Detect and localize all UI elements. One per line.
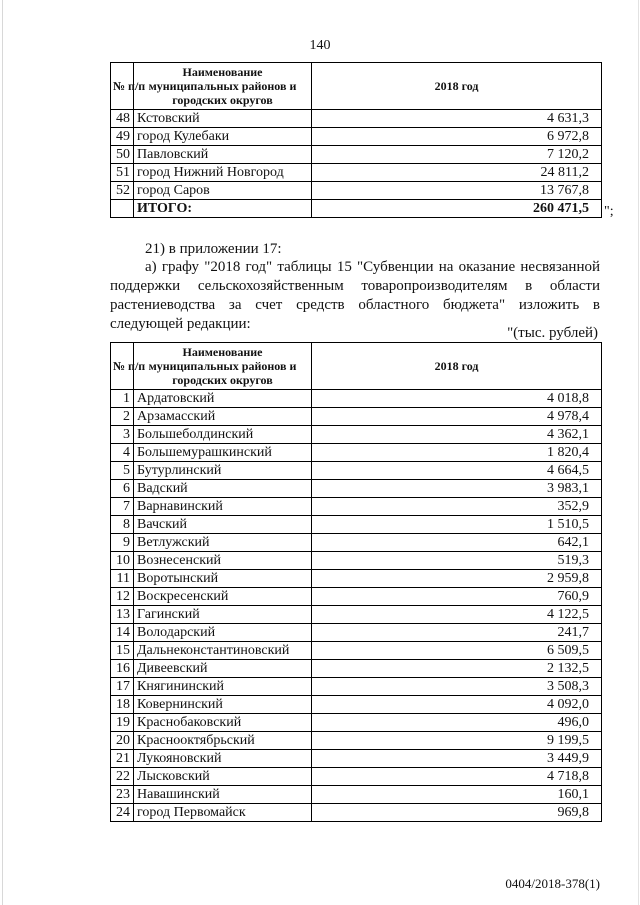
table-row (111, 534, 602, 552)
row-value: 4 664,5 (312, 462, 602, 480)
table-header-row (111, 343, 602, 390)
table-row (111, 110, 602, 128)
row-number: 50 (111, 146, 134, 164)
row-name: Воскресенский (134, 588, 312, 606)
row-name: Ардатовский (134, 390, 312, 408)
row-value: 519,3 (312, 552, 602, 570)
header-name: Наименование муниципальных районов и городских округов (134, 343, 312, 390)
row-number: 8 (111, 516, 134, 534)
row-number: 3 (111, 426, 134, 444)
row-value: 2 959,8 (312, 570, 602, 588)
row-value: 3 983,1 (312, 480, 602, 498)
row-number: 49 (111, 128, 134, 146)
total-label: ИТОГО: (134, 200, 312, 218)
table-row (111, 462, 602, 480)
row-value: 160,1 (312, 786, 602, 804)
header-num: № п/п (111, 63, 134, 110)
table-row (111, 480, 602, 498)
row-number: 21 (111, 750, 134, 768)
row-value: 1 820,4 (312, 444, 602, 462)
row-number: 1 (111, 390, 134, 408)
row-number: 48 (111, 110, 134, 128)
row-number: 7 (111, 498, 134, 516)
row-name: Павловский (134, 146, 312, 164)
table-row (111, 804, 602, 822)
row-name: Лысковский (134, 768, 312, 786)
page-edge-left (2, 0, 3, 905)
table-row (111, 552, 602, 570)
row-value: 642,1 (312, 534, 602, 552)
row-number: 22 (111, 768, 134, 786)
row-name: Большеболдинский (134, 426, 312, 444)
document-code: 0404/2018-378(1) (505, 876, 600, 891)
row-name: Навашинский (134, 786, 312, 804)
row-name: Княгининский (134, 678, 312, 696)
table-row (111, 714, 602, 732)
header-name: Наименование муниципальных районов и городских округов (134, 63, 312, 110)
row-number: 15 (111, 642, 134, 660)
table-row (111, 570, 602, 588)
table-header-row (111, 63, 602, 110)
table-row (111, 498, 602, 516)
table-row (111, 182, 602, 200)
row-name: Арзамасский (134, 408, 312, 426)
row-name: город Нижний Новгород (134, 164, 312, 182)
row-name: Кстовский (134, 110, 312, 128)
row-value: 24 811,2 (312, 164, 602, 182)
table-row (111, 750, 602, 768)
row-number: 10 (111, 552, 134, 570)
row-number: 14 (111, 624, 134, 642)
row-value: 4 631,3 (312, 110, 602, 128)
table-row (111, 732, 602, 750)
row-name: Гагинский (134, 606, 312, 624)
total-row (111, 200, 602, 218)
table-row (111, 390, 602, 408)
row-value: 4 122,5 (312, 606, 602, 624)
row-number: 24 (111, 804, 134, 822)
table-row (111, 696, 602, 714)
row-name: Лукояновский (134, 750, 312, 768)
paragraph-item-21: 21) в приложении 17: (145, 241, 282, 257)
page-edge-right (638, 0, 639, 905)
row-name: город Саров (134, 182, 312, 200)
row-number: 17 (111, 678, 134, 696)
row-value: 2 132,5 (312, 660, 602, 678)
row-value: 9 199,5 (312, 732, 602, 750)
row-name: Большемурашкинский (134, 444, 312, 462)
row-number: 13 (111, 606, 134, 624)
row-name: Краснобаковский (134, 714, 312, 732)
row-number: 23 (111, 786, 134, 804)
row-value: 3 508,3 (312, 678, 602, 696)
row-value: 7 120,2 (312, 146, 602, 164)
row-name: Вачский (134, 516, 312, 534)
row-number: 6 (111, 480, 134, 498)
row-number: 9 (111, 534, 134, 552)
row-value: 1 510,5 (312, 516, 602, 534)
table-row (111, 624, 602, 642)
total-empty-cell (111, 200, 134, 218)
row-value: 6 509,5 (312, 642, 602, 660)
table-row (111, 146, 602, 164)
row-value: 4 092,0 (312, 696, 602, 714)
row-name: Вадский (134, 480, 312, 498)
table-row (111, 408, 602, 426)
row-value: 6 972,8 (312, 128, 602, 146)
row-value: 241,7 (312, 624, 602, 642)
row-name: Дальнеконстантиновский (134, 642, 312, 660)
row-number: 16 (111, 660, 134, 678)
table-row (111, 786, 602, 804)
row-name: Ковернинский (134, 696, 312, 714)
table-row (111, 606, 602, 624)
table-row (111, 768, 602, 786)
row-number: 5 (111, 462, 134, 480)
row-value: 4 362,1 (312, 426, 602, 444)
header-year: 2018 год (312, 343, 602, 390)
table-row (111, 128, 602, 146)
row-number: 11 (111, 570, 134, 588)
row-value: 3 449,9 (312, 750, 602, 768)
table-15-subventions (110, 342, 602, 822)
table1-body (111, 110, 602, 218)
closing-quote: "; (604, 204, 614, 219)
row-value: 496,0 (312, 714, 602, 732)
table-row (111, 678, 602, 696)
row-name: Ветлужский (134, 534, 312, 552)
row-number: 20 (111, 732, 134, 750)
row-value: 4 018,8 (312, 390, 602, 408)
row-value: 4 978,4 (312, 408, 602, 426)
row-value: 4 718,8 (312, 768, 602, 786)
header-year: 2018 год (312, 63, 602, 110)
table-continuation (110, 62, 602, 218)
unit-note: "(тыс. рублей) (507, 325, 598, 341)
row-number: 12 (111, 588, 134, 606)
row-name: Краснооктябрьский (134, 732, 312, 750)
row-value: 352,9 (312, 498, 602, 516)
table-row (111, 516, 602, 534)
row-number: 2 (111, 408, 134, 426)
row-number: 18 (111, 696, 134, 714)
page-number: 140 (309, 38, 331, 53)
row-name: Дивеевский (134, 660, 312, 678)
row-number: 19 (111, 714, 134, 732)
row-name: Бутурлинский (134, 462, 312, 480)
total-value: 260 471,5 (312, 200, 602, 218)
row-value: 13 767,8 (312, 182, 602, 200)
row-name: Вознесенский (134, 552, 312, 570)
row-name: город Первомайск (134, 804, 312, 822)
row-name: Володарский (134, 624, 312, 642)
row-number: 4 (111, 444, 134, 462)
header-num: № п/п (111, 343, 134, 390)
table-row (111, 642, 602, 660)
row-number: 51 (111, 164, 134, 182)
row-value: 760,9 (312, 588, 602, 606)
table-row (111, 426, 602, 444)
table2-body (111, 390, 602, 822)
table-row (111, 588, 602, 606)
table-row (111, 164, 602, 182)
table-row (111, 444, 602, 462)
row-name: Варнавинский (134, 498, 312, 516)
paragraph-item-a: а) графу "2018 год" таблицы 15 "Субвенции на оказание несвязанной поддержки сельскохозяйственным товаропроизводителям в области растениеводства за счет средств областного бюджета" изложить в следующей редакции: (110, 259, 600, 332)
row-name: город Кулебаки (134, 128, 312, 146)
row-value: 969,8 (312, 804, 602, 822)
row-name: Воротынский (134, 570, 312, 588)
table-row (111, 660, 602, 678)
row-number: 52 (111, 182, 134, 200)
